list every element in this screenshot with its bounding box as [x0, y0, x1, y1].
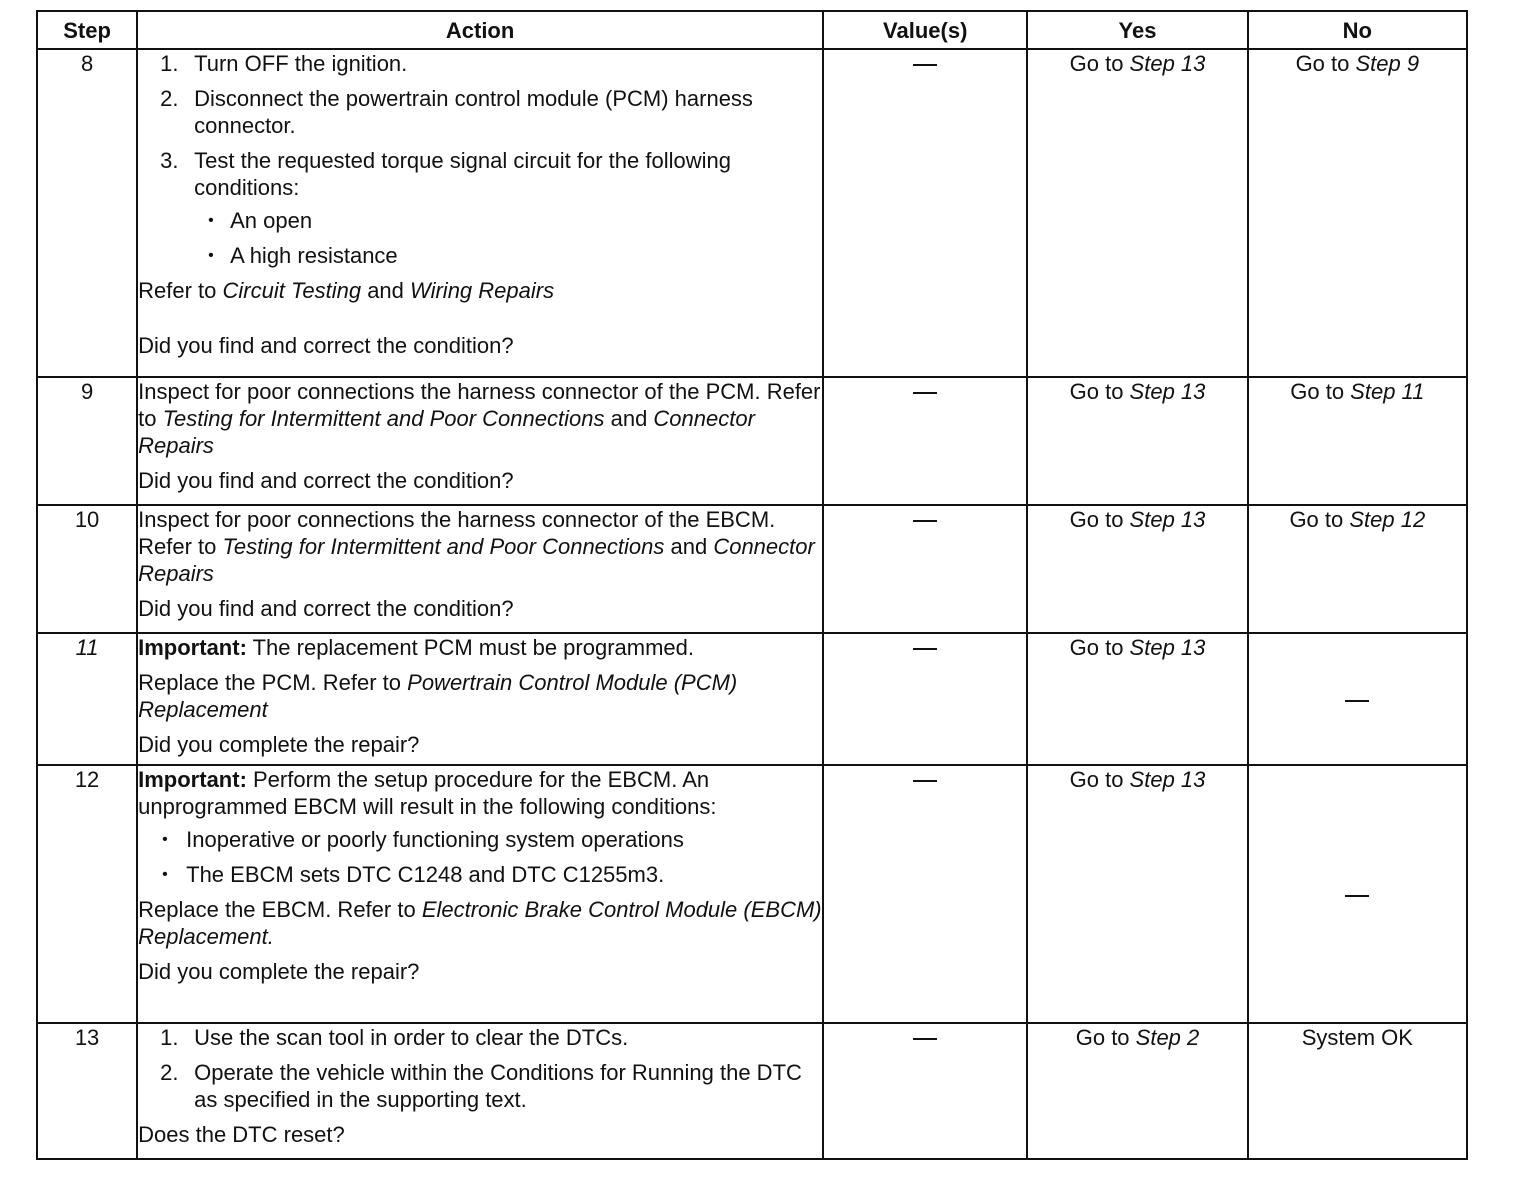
header-yes: Yes: [1027, 11, 1247, 49]
goto-prefix: Go to: [1069, 635, 1130, 660]
bullet-list: [138, 826, 822, 888]
replace-prefix: Replace the EBCM. Refer to: [138, 897, 422, 922]
item-text: Disconnect the powertrain control module (PCM) harness connector.: [194, 86, 753, 138]
list-item: [138, 85, 822, 139]
goto-prefix: Go to: [1075, 1025, 1136, 1050]
dash-mark: [913, 1038, 937, 1040]
item-number: 3.: [160, 148, 179, 173]
dash-mark: [913, 648, 937, 650]
list-item: [138, 50, 822, 77]
item-text: Turn OFF the ignition.: [194, 51, 408, 76]
refer-text: [138, 277, 822, 304]
goto-step: Step 13: [1129, 507, 1206, 532]
action-cell: [137, 377, 823, 505]
step-number: 11: [37, 633, 137, 765]
dash-mark: [913, 64, 937, 66]
action-cell: [137, 633, 823, 765]
step-number: 9: [37, 377, 137, 505]
no-cell: [1248, 505, 1467, 633]
goto-prefix: Go to: [1069, 379, 1130, 404]
item-number: 1.: [160, 51, 179, 76]
question-text: Did you complete the repair?: [138, 959, 420, 984]
value-cell: [823, 765, 1027, 1023]
header-row: [37, 11, 1467, 49]
list-item: [138, 1059, 822, 1113]
value-cell: [823, 1023, 1027, 1159]
dash-mark: [1345, 895, 1369, 897]
inspect-text: [138, 506, 822, 587]
reference-link: Wiring Repairs: [410, 278, 555, 303]
reference-link: Testing for Intermittent and Poor Connections: [162, 406, 605, 431]
reference-link: Connector Repairs: [138, 406, 755, 458]
reference-link: Connector Repairs: [138, 534, 815, 586]
yes-cell: [1027, 505, 1247, 633]
yes-cell: [1027, 49, 1247, 377]
important-text: Perform the setup procedure for the EBCM. An unprogrammed EBCM will result in the following conditions:: [138, 767, 717, 819]
goto-prefix: Go to: [1069, 507, 1130, 532]
list-item: [138, 1024, 822, 1051]
goto-step: Step 12: [1349, 507, 1426, 532]
reference-link: Testing for Intermittent and Poor Connections: [222, 534, 665, 559]
diagnostic-table: [36, 10, 1468, 1160]
goto-prefix: Go to: [1069, 767, 1130, 792]
value-cell: [823, 377, 1027, 505]
refer-prefix: Refer to: [138, 278, 223, 303]
numbered-list: [138, 1024, 822, 1113]
replace-text: [138, 669, 822, 723]
bullet-item: • Inoperative or poorly functioning system operations: [138, 826, 822, 853]
important-text: The replacement PCM must be programmed.: [246, 635, 695, 660]
bullet-item: • An open: [194, 207, 822, 234]
action-cell: [137, 765, 823, 1023]
item-text: Operate the vehicle within the Conditions for Running the DTC as specified in the supporting text.: [194, 1060, 802, 1112]
replace-prefix: Replace the PCM. Refer to: [138, 670, 408, 695]
item-number: 1.: [160, 1025, 179, 1050]
goto-prefix: Go to: [1289, 507, 1350, 532]
goto-step: Step 13: [1129, 51, 1206, 76]
question-text: Did you complete the repair?: [138, 732, 420, 757]
dash-mark: [913, 392, 937, 394]
reference-link: Electronic Brake Control Module (EBCM) Replacement.: [138, 897, 822, 949]
table-row: [37, 49, 1467, 377]
bullet-item: • The EBCM sets DTC C1248 and DTC C1255m3.: [138, 861, 822, 888]
bullet-item: • A high resistance: [194, 242, 822, 269]
question-text: Does the DTC reset?: [138, 1122, 345, 1147]
value-cell: [823, 505, 1027, 633]
step-number: 8: [37, 49, 137, 377]
inspect-text: [138, 378, 822, 459]
header-no: No: [1248, 11, 1467, 49]
table-row: [37, 505, 1467, 633]
yes-cell: [1027, 1023, 1247, 1159]
action-cell: [137, 505, 823, 633]
replace-text: [138, 896, 822, 950]
question-text: Did you find and correct the condition?: [138, 333, 514, 358]
goto-prefix: Go to: [1069, 51, 1130, 76]
important-label: Important:: [138, 635, 247, 660]
item-number: 2.: [160, 86, 179, 111]
important-label: Important:: [138, 767, 247, 792]
item-number: 2.: [160, 1060, 179, 1085]
no-cell: [1248, 765, 1467, 1023]
table-row: [37, 765, 1467, 1023]
yes-cell: [1027, 765, 1247, 1023]
bullet-list: [194, 207, 822, 269]
goto-step: Step 13: [1129, 379, 1206, 404]
dash-mark: [913, 780, 937, 782]
action-cell: [137, 1023, 823, 1159]
value-cell: [823, 49, 1027, 377]
no-cell: [1248, 377, 1467, 505]
action-cell: [137, 49, 823, 377]
no-cell: [1248, 49, 1467, 377]
table-row: [37, 633, 1467, 765]
goto-step: Step 13: [1129, 767, 1206, 792]
reference-link: Powertrain Control Module (PCM) Replacement: [138, 670, 738, 722]
item-text: Use the scan tool in order to clear the DTCs.: [194, 1025, 629, 1050]
step-number: 12: [37, 765, 137, 1023]
no-cell: System OK: [1248, 1023, 1467, 1159]
goto-step: Step 9: [1355, 51, 1420, 76]
important-note: [138, 766, 822, 820]
step-number: 13: [37, 1023, 137, 1159]
numbered-list: [138, 50, 822, 269]
header-step: Step: [37, 11, 137, 49]
question-text: Did you find and correct the condition?: [138, 468, 514, 493]
important-note: [138, 634, 822, 661]
reference-link: Circuit Testing: [222, 278, 362, 303]
inspect-prefix: Inspect for poor connections the harness connector of the PCM. Refer to: [138, 379, 821, 431]
yes-cell: [1027, 377, 1247, 505]
value-cell: [823, 633, 1027, 765]
list-item: [138, 147, 822, 269]
refer-and: and: [604, 406, 654, 431]
table-row: [37, 377, 1467, 505]
dash-mark: [1345, 700, 1369, 702]
header-action: Action: [137, 11, 823, 49]
refer-and: and: [361, 278, 411, 303]
refer-and: and: [664, 534, 714, 559]
item-text: Test the requested torque signal circuit for the following conditions:: [194, 148, 731, 200]
goto-prefix: Go to: [1295, 51, 1356, 76]
header-values: Value(s): [823, 11, 1027, 49]
goto-prefix: Go to: [1290, 379, 1351, 404]
goto-step: Step 13: [1129, 635, 1206, 660]
yes-cell: [1027, 633, 1247, 765]
table-row: [37, 1023, 1467, 1159]
step-number: 10: [37, 505, 137, 633]
no-cell: [1248, 633, 1467, 765]
inspect-prefix: Inspect for poor connections the harness connector of the EBCM. Refer to: [138, 507, 776, 559]
goto-step: Step 2: [1135, 1025, 1200, 1050]
dash-mark: [913, 520, 937, 522]
question-text: Did you find and correct the condition?: [138, 596, 514, 621]
goto-step: Step 11: [1350, 379, 1425, 404]
